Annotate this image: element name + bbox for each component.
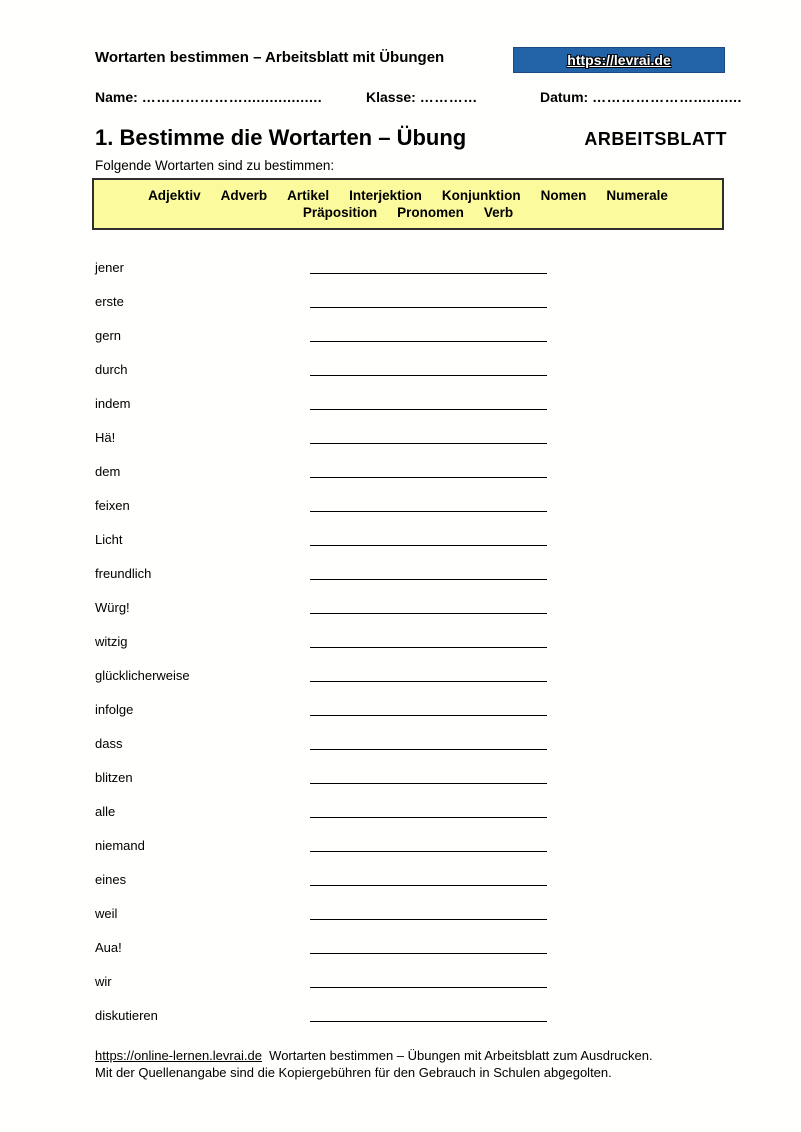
word-row [95,784,550,818]
word-label: dem [95,464,121,479]
datum-field [540,89,742,105]
word-label: wir [95,974,112,989]
word-label: weil [95,906,118,921]
word-row [95,580,550,614]
word-row [95,852,550,886]
answer-line [310,1021,547,1022]
word-type-item: Verb [483,205,514,220]
klasse-label: Klasse: [366,89,420,105]
word-row [95,682,550,716]
name-field [95,89,322,105]
word-label: eines [95,872,127,887]
word-label: feixen [95,498,130,513]
word-row [95,716,550,750]
klasse-field [366,89,478,105]
word-row [95,512,550,546]
klasse-dotted-line: ………… [419,89,478,105]
word-row [95,546,550,580]
word-label: Würg! [95,600,130,615]
word-label: Aua! [95,940,122,955]
levrai-link-text: https://levrai.de [567,52,671,68]
word-row [95,410,550,444]
word-types-box [92,178,724,230]
footer [95,1047,653,1081]
word-row [95,988,550,1022]
words-list [95,240,550,1022]
word-row [95,750,550,784]
word-type-item: Adverb [220,188,268,203]
word-row [95,818,550,852]
word-label: indem [95,396,131,411]
word-types-row-2 [293,205,523,220]
name-dotted-line: ………………….................. [141,89,323,105]
word-label: alle [95,804,116,819]
word-row [95,614,550,648]
word-type-item: Konjunktion [441,188,521,203]
word-label: glücklicherweise [95,668,190,683]
word-type-item: Interjektion [349,188,422,203]
footer-link[interactable]: https://online-lernen.levrai.de [95,1048,262,1063]
word-label: niemand [95,838,145,853]
levrai-link-badge[interactable] [513,47,725,73]
name-label: Name: [95,89,142,105]
word-types-row-1 [138,188,678,203]
word-row [95,308,550,342]
arbeitsblatt-label: ARBEITSBLATT [584,129,727,149]
word-label: freundlich [95,566,152,581]
footer-line-1 [95,1047,653,1064]
exercise-heading: 1. Bestimme die Wortarten – Übung [95,125,467,150]
word-row [95,954,550,988]
word-label: jener [95,260,124,275]
document-title: Wortarten bestimmen – Arbeitsblatt mit Übungen [95,49,445,66]
word-row [95,274,550,308]
word-label: dass [95,736,123,751]
word-type-item: Nomen [540,188,587,203]
word-row [95,478,550,512]
word-type-item: Adjektiv [148,188,201,203]
word-label: Licht [95,532,123,547]
word-label: diskutieren [95,1008,158,1023]
datum-label: Datum: [540,89,593,105]
word-type-item: Numerale [606,188,668,203]
word-label: gern [95,328,122,343]
footer-line-1-text: Wortarten bestimmen – Übungen mit Arbeitsblatt zum Ausdrucken. [261,1048,653,1063]
word-row [95,376,550,410]
word-label: durch [95,362,128,377]
student-info-row [0,89,801,109]
word-row [95,240,550,274]
word-type-item: Artikel [287,188,330,203]
word-row [95,342,550,376]
word-row [95,920,550,954]
intro-text: Folgende Wortarten sind zu bestimmen: [95,158,335,173]
word-row [95,648,550,682]
word-row [95,444,550,478]
word-label: infolge [95,702,134,717]
word-label: witzig [95,634,128,649]
word-label: Hä! [95,430,116,445]
footer-line-2: Mit der Quellenangabe sind die Kopiergebühren für den Gebrauch in Schulen abgegolten. [95,1065,612,1080]
word-type-item: Präposition [302,205,378,220]
datum-dotted-line: …………………........... [592,89,742,105]
word-row [95,886,550,920]
word-label: erste [95,294,124,309]
word-type-item: Pronomen [397,205,464,220]
word-label: blitzen [95,770,133,785]
